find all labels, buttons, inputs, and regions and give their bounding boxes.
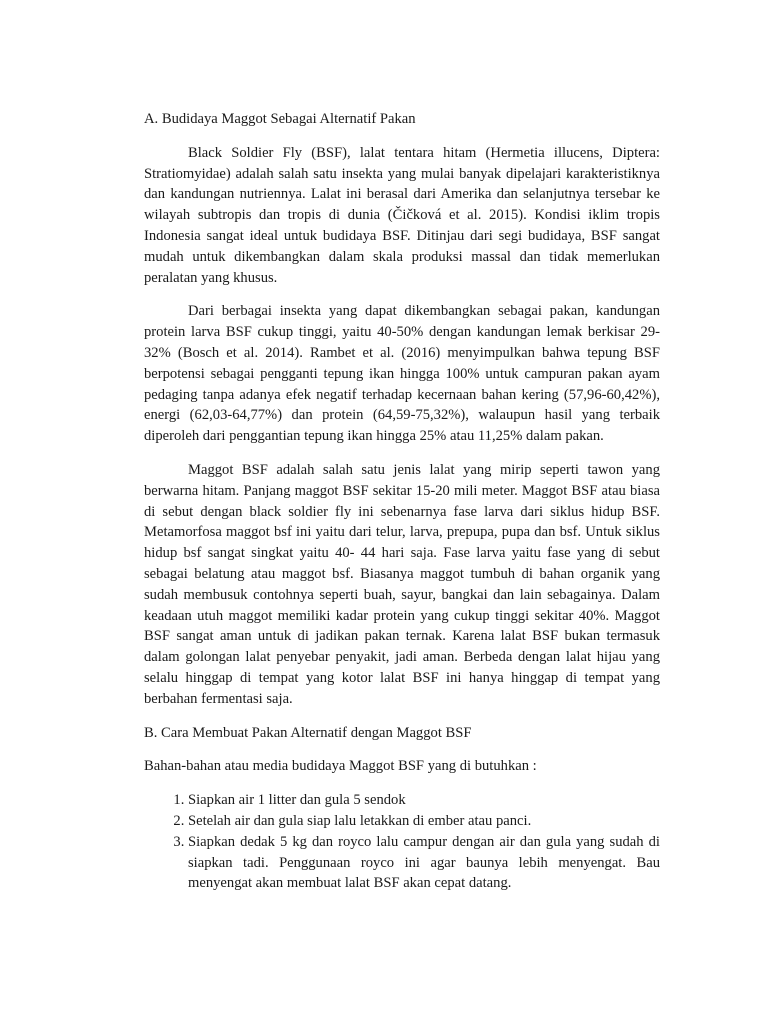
section-a-paragraph-2: Dari berbagai insekta yang dapat dikembangkan sebagai pakan, kandungan protein larva BSF cukup tinggi, yaitu 40-50% dengan kandungan lemak berkisar 29-32% (Bosch et al. 2014). Rambet et al. (2016) menyimpulkan bahwa tepung BSF berpotensi sebagai pengganti tepung ikan hingga 100% untuk campuran pakan ayam pedaging tanpa adanya efek negatif terhadap kecernaan bahan kering (57,96-60,42%), energi (62,03-64,77%) dan protein (64,59-75,32%), walaupun hasil yang terbaik diperoleh dari penggantian tepung ikan hingga 25% atau 11,25% dalam pakan. — [144, 303, 660, 445]
section-a-heading: A. Budidaya Maggot Sebagai Alternatif Pakan — [144, 111, 416, 127]
section-a-paragraph-3: Maggot BSF adalah salah satu jenis lalat yang mirip seperti tawon yang berwarna hitam. Panjang maggot BSF sekitar 15-20 mili meter. Maggot BSF atau biasa di sebut dengan black soldier fly ini sebenarnya fase larva dari siklus hidup BSF. Metamorfosa maggot bsf ini yaitu dari telur, larva, prepupa, pupa dan bsf. Untuk siklus hidup bsf sangat singkat yaitu 40- 44 hari saja. Fase larva yaitu fase yang di sebut sebagai belatung atau maggot bsf. Biasanya maggot tumbuh di bahan organik yang sudah membusuk contohnya seperti buah, sayur, bangkai dan lain sebagainya. Dalam keadaan utuh maggot memiliki kadar protein yang cukup tinggi sekitar 40%. Maggot BSF sangat aman untuk di jadikan pakan ternak. Karena lalat BSF bukan termasuk dalam golongan lalat penyebar penyakit, jadi aman. Berbeda dengan lalat hijau yang selalu hinggap di tempat yang kotor lalat BSF ini hanya hinggap di tempat yang berbahan fermentasi saja. — [144, 461, 660, 707]
section-b-intro: Bahan-bahan atau media budidaya Maggot BSF yang di butuhkan : — [144, 758, 537, 775]
steps-list — [144, 790, 660, 894]
section-a-paragraph-1: Black Soldier Fly (BSF), lalat tentara hitam (Hermetia illucens, Diptera: Stratiomyidae) adalah salah satu insekta yang mulai banyak dipelajari karakteristiknya dan kandungan nutriennya. Lalat ini berasal dari Amerika dan selanjutnya tersebar ke wilayah subtropis dan tropis di dunia (Čičková et al. 2015). Kondisi iklim tropis Indonesia sangat ideal untuk budidaya BSF. Ditinjau dari segi budidaya, BSF sangat mudah untuk dikembangkan dalam skala produksi massal dan tidak memerlukan peralatan yang khusus. — [144, 144, 660, 286]
list-item: 1. Siapkan air 1 litter dan gula 5 sendok — [188, 790, 660, 811]
section-b-heading: B. Cara Membuat Pakan Alternatif dengan Maggot BSF — [144, 724, 472, 741]
list-item: 3. Siapkan dedak 5 kg dan royco lalu campur dengan air dan gula yang sudah di siapkan tadi. Penggunaan royco ini agar baunya lebih menyengat. Bau menyengat akan membuat lalat BSF akan cepat datang. — [188, 832, 660, 894]
list-item: 2. Setelah air dan gula siap lalu letakkan di ember atau panci. — [188, 811, 660, 832]
